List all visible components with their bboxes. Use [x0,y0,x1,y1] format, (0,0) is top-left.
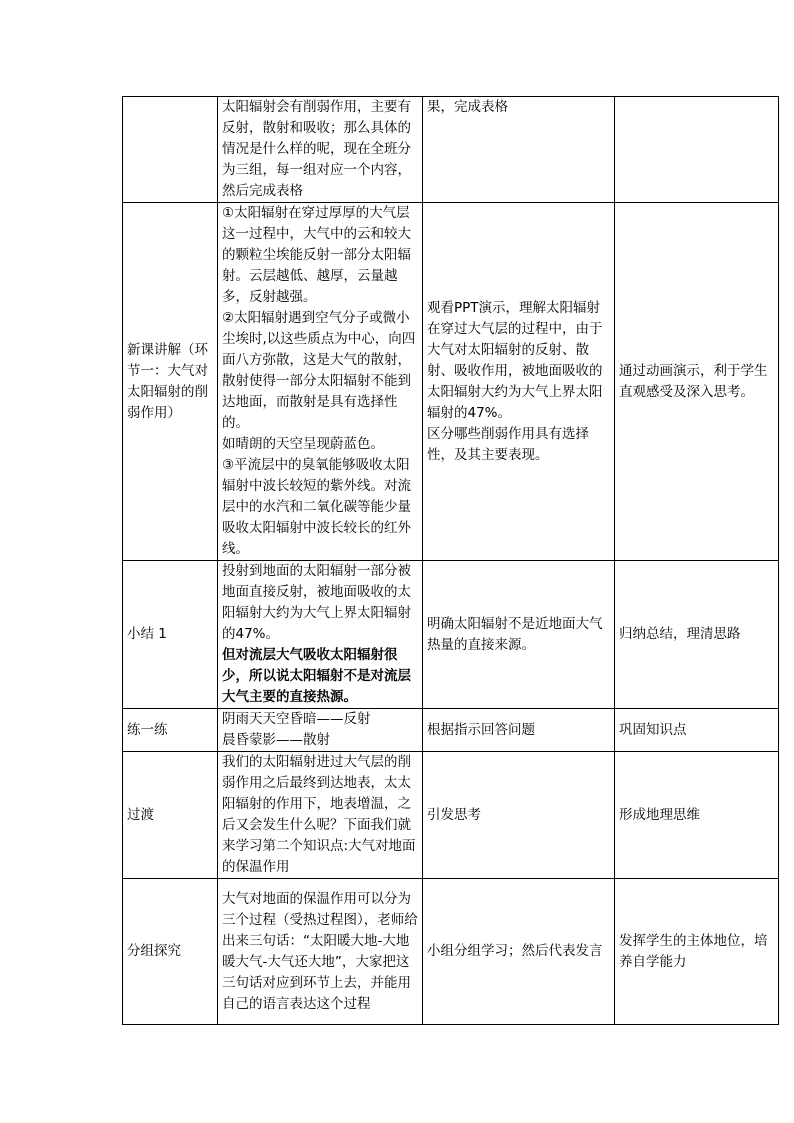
content-paragraph: ②太阳辐射遇到空气分子或微小尘埃时,以这些质点为中心，向四面八方弥散，这是大气的散射，散射使得一部分太阳辐射不能到达地面，而散射是具有选择性的。 [222,310,416,431]
student-paragraph: 区分哪些削弱作用具有选择性，及其主要表现。 [427,425,589,463]
student-paragraph: 小组分组学习；然后代表发言 [427,943,603,959]
student-activity-cell [423,203,615,561]
stage-cell: 分组探究 [123,879,218,1025]
table-row [123,97,779,203]
student-activity-cell [423,97,615,203]
content-cell [218,709,423,752]
stage-cell: 练一练 [123,709,218,752]
content-cell [218,561,423,709]
content-paragraph: 大气对地面的保温作用可以分为三个过程（受热过程图），老师给出来三句话：“太阳暖大地-大地暖大气-大气还大地”，大家把这三句话对应到环节上去，并能用自己的语言表达这个过程 [222,890,418,1012]
stage-cell: 过渡 [123,752,218,879]
student-paragraph: 明确太阳辐射不是近地面大气热量的直接来源。 [427,615,603,653]
lesson-plan-table [122,96,779,1025]
content-cell [218,97,423,203]
stage-cell [123,97,218,203]
student-activity-cell [423,709,615,752]
content-paragraph: ①太阳辐射在穿过厚厚的大气层这一过程中，大气中的云和较大的颗粒尘埃能反射一部分太阳辐射。云层越低、越厚，云量越多，反射越强。 [222,205,411,305]
intent-cell: 形成地理思维 [615,752,779,879]
content-bold-paragraph: 但对流层大气吸收太阳辐射很少，所以说太阳辐射不是对流层大气主要的直接热源。 [222,647,411,705]
table-row [123,203,779,561]
intent-cell: 通过动画演示，利于学生直观感受及深入思考。 [615,203,779,561]
content-paragraph: 我们的太阳辐射进过大气层的削弱作用之后最终到达地表，太太阳辐射的作用下，地表增温，之后又会发生什么呢？下面我们就来学习第二个知识点:大气对地面的保温作用 [222,754,416,875]
intent-cell: 归纳总结，理清思路 [615,561,779,709]
student-activity-cell [423,561,615,709]
content-paragraph: 阴雨天天空昏暗——反射 [222,711,371,727]
student-paragraph: 观看PPT演示，理解太阳辐射在穿过大气层的过程中，由于大气对太阳辐射的反射、散射、吸收作用，被地面吸收的太阳辐射大约为大气上界太阳辐射的47%。 [427,299,603,421]
table-row [123,561,779,709]
content-paragraph: 投射到地面的太阳辐射一部分被地面直接反射，被地面吸收的太阳辐射大约为大气上界太阳辐射的47%。 [222,563,411,642]
intent-cell: 发挥学生的主体地位，培养自学能力 [615,879,779,1025]
content-paragraph: 晨昏蒙影——散射 [222,732,330,748]
stage-cell: 新课讲解（环节一：大气对太阳辐射的削弱作用） [123,203,218,561]
content-paragraph: 太阳辐射会有削弱作用，主要有反射，散射和吸收；那么具体的情况是什么样的呢，现在全班分为三组，每一组对应一个内容，然后完成表格 [222,99,411,199]
student-paragraph: 引发思考 [427,806,481,823]
content-cell [218,879,423,1025]
intent-cell: 巩固知识点 [615,709,779,752]
table-row [123,879,779,1025]
intent-cell [615,97,779,203]
table-row [123,752,779,879]
table-row [123,709,779,752]
content-paragraph: ③平流层中的臭氧能够吸收太阳辐射中波长较短的紫外线。对流层中的水汽和二氧化碳等能少量吸收太阳辐射中波长较长的红外线。 [222,457,411,557]
student-activity-cell [423,752,615,879]
content-cell [218,203,423,561]
content-paragraph: 如晴朗的天空呈现蔚蓝色。 [222,436,384,452]
student-paragraph: 根据指示回答问题 [427,721,535,738]
stage-cell: 小结 1 [123,561,218,709]
student-activity-cell [423,879,615,1025]
student-paragraph: 果，完成表格 [427,99,508,115]
content-cell [218,752,423,879]
